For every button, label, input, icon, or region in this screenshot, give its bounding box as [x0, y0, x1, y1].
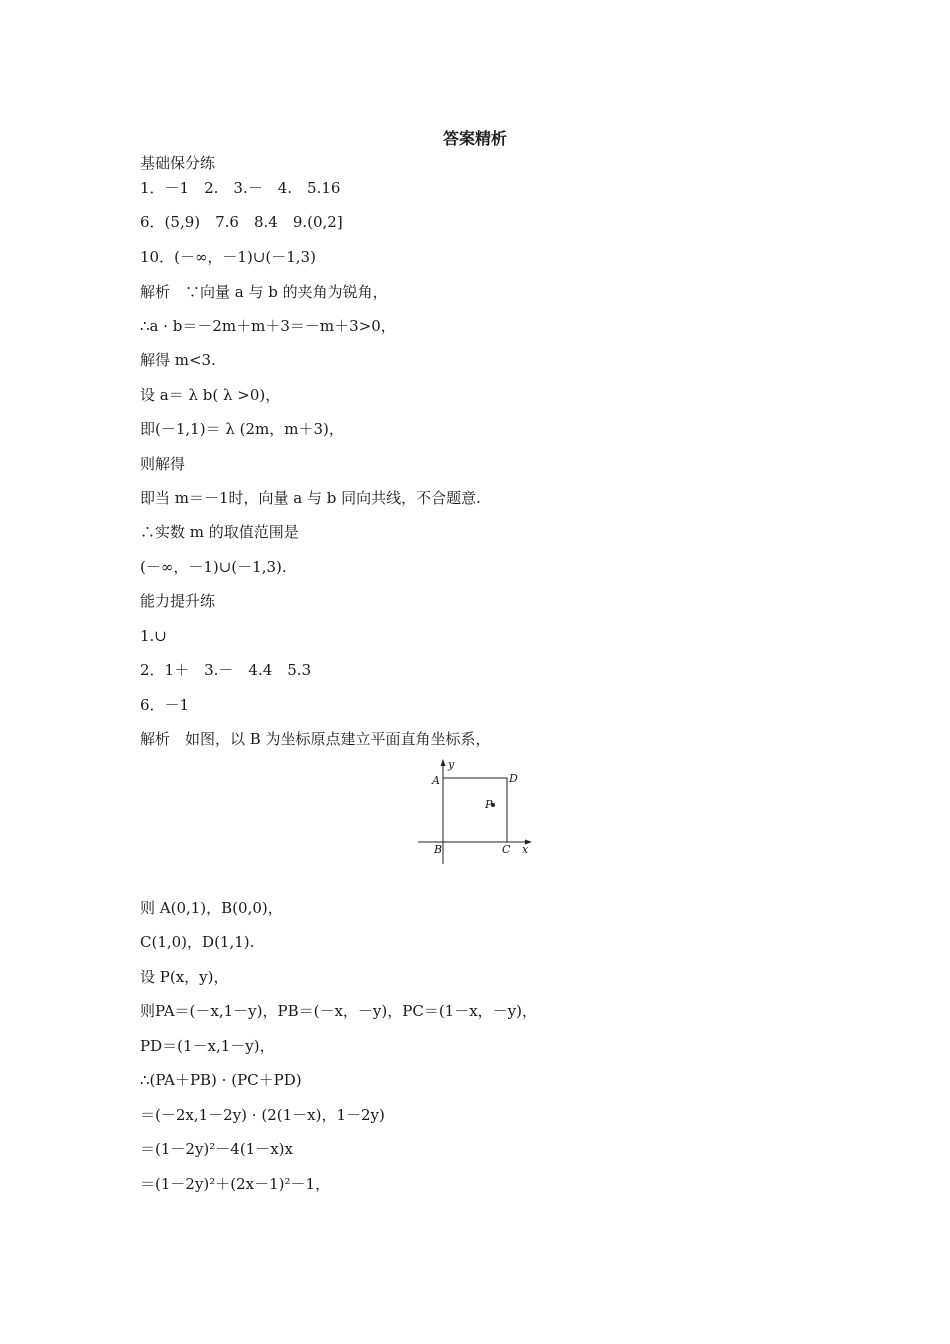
text-line: 解得 m<3. — [140, 351, 216, 369]
text-line: (－∞，－1)∪(－1,3). — [140, 558, 287, 576]
text-line: 1.∪ — [140, 627, 167, 645]
text-line: 解析 ∵向量 a 与 b 的夹角为锐角， — [140, 283, 388, 301]
text-line: 10．(－∞，－1)∪(－1,3) — [140, 248, 316, 266]
text-line: 能力提升练 — [140, 592, 216, 610]
vertex-c-label: C — [502, 843, 511, 856]
y-axis-arrow — [441, 759, 446, 766]
text-line: 6．(5,9) 7.6 8.4 9.(0,2] — [140, 213, 343, 231]
text-line: PD＝(1－x,1－y)， — [140, 1037, 275, 1055]
vertex-b-label: B — [434, 843, 443, 856]
text-line: 则PA＝(－x,1－y)，PB＝(－x，－y)，PC＝(1－x，－y)， — [140, 1002, 538, 1020]
page-title: 答案精析 — [442, 129, 507, 148]
text-line: 1．－1 2. 3.－ 4. 5.16 — [140, 179, 341, 197]
text-line: 即当 m＝－1时，向量 a 与 b 同向共线，不合题意. — [140, 489, 481, 507]
text-line: ∴a · b＝－2m＋m＋3＝－m＋3>0， — [140, 317, 396, 335]
vertex-a-label: A — [432, 774, 440, 787]
text-line: ∴(PA＋PB) · (PC＋PD) — [140, 1071, 302, 1089]
y-axis-label: y — [448, 758, 455, 771]
text-line: 设 P(x，y)， — [140, 968, 229, 986]
text-line: ＝(－2x,1－2y) · (2(1－x)，1－2y) — [140, 1106, 385, 1124]
text-line: 2．1＋ 3.－ 4.4 5.3 — [140, 661, 312, 679]
coordinate-diagram — [416, 758, 536, 868]
text-line: ∴实数 m 的取值范围是 — [140, 523, 299, 541]
text-line: 解析 如图，以 B 为坐标原点建立平面直角坐标系， — [140, 730, 491, 748]
text-line: 设 a＝ λ b( λ >0)， — [140, 386, 281, 404]
vertex-d-label: D — [509, 772, 518, 785]
point-p-label: P — [485, 798, 493, 811]
text-line: 则 A(0,1)，B(0,0)， — [140, 899, 283, 917]
x-axis-label: x — [522, 843, 529, 856]
text-line: C(1,0)，D(1,1). — [140, 933, 255, 951]
text-line: ＝(1－2y)²＋(2x－1)²－1， — [140, 1175, 331, 1193]
text-line: 则解得 — [140, 455, 186, 473]
text-line: 即(－1,1)＝ λ (2m，m＋3)， — [140, 420, 344, 438]
square-abcd — [443, 778, 507, 842]
text-line: 6．－1 — [140, 696, 190, 714]
coordinate-figure — [416, 758, 536, 868]
text-line: ＝(1－2y)²－4(1－x)x — [140, 1140, 293, 1158]
text-line: 基础保分练 — [140, 154, 216, 172]
